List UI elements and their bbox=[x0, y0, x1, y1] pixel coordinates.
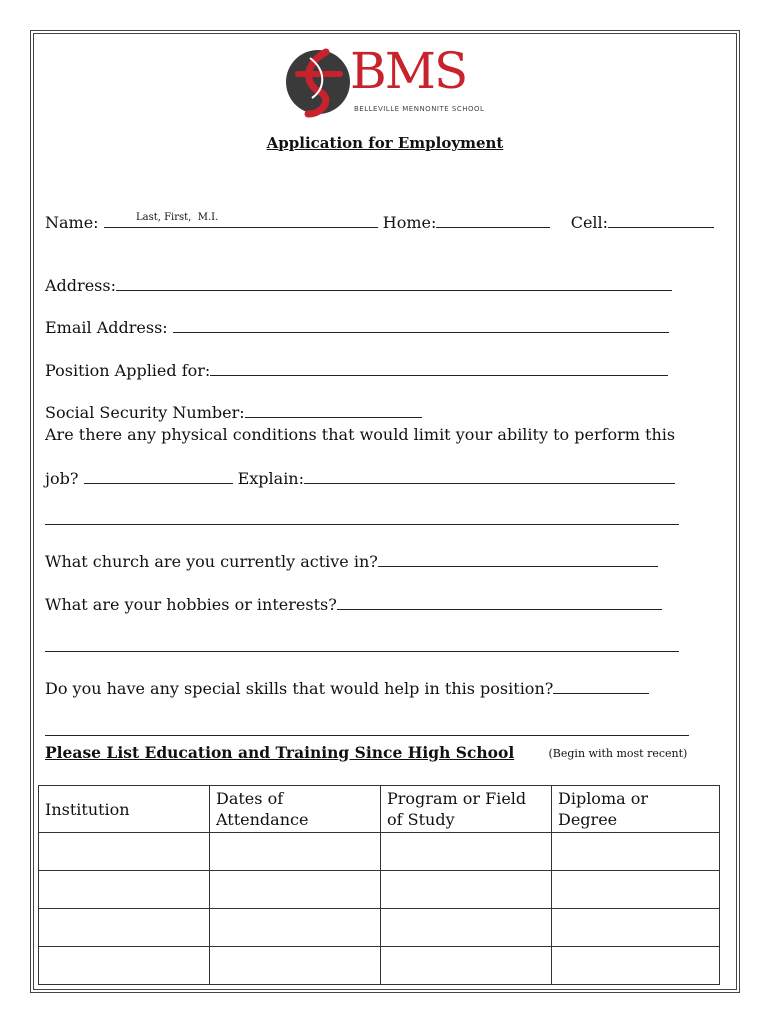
name-label: Name: bbox=[45, 213, 104, 232]
email-row bbox=[45, 298, 669, 338]
home-phone-field[interactable] bbox=[436, 213, 550, 228]
program-cell[interactable] bbox=[381, 947, 552, 985]
dates-cell[interactable] bbox=[210, 833, 381, 871]
diploma-cell[interactable] bbox=[552, 833, 720, 871]
explain-label: Explain: bbox=[232, 469, 304, 488]
skills-label: Do you have any special skills that would help in this position? bbox=[45, 679, 554, 698]
form-title: Application for Employment bbox=[266, 134, 504, 152]
institution-cell[interactable] bbox=[39, 909, 210, 947]
column-header-diploma: Diploma or Degree bbox=[552, 786, 720, 833]
explain-field-line2[interactable] bbox=[45, 510, 679, 525]
education-header-row bbox=[39, 786, 720, 833]
table-row bbox=[39, 909, 720, 947]
diploma-cell[interactable] bbox=[552, 909, 720, 947]
ssn-field[interactable] bbox=[245, 403, 422, 418]
church-row bbox=[45, 532, 658, 572]
column-header-program: Program or Field of Study bbox=[381, 786, 552, 833]
hobbies-field-line2[interactable] bbox=[45, 637, 679, 652]
physical-question: Are there any physical conditions that would limit your ability to perform this bbox=[45, 425, 676, 444]
logo-brand: BMS bbox=[350, 42, 467, 100]
diploma-cell[interactable] bbox=[552, 871, 720, 909]
cell-label: Cell: bbox=[570, 213, 609, 232]
diploma-cell[interactable] bbox=[552, 947, 720, 985]
hobbies-field[interactable] bbox=[337, 595, 662, 610]
position-label: Position Applied for: bbox=[45, 361, 211, 380]
name-hint: Last, First, M.I. bbox=[136, 212, 219, 223]
church-field[interactable] bbox=[378, 552, 658, 567]
cell-phone-field[interactable] bbox=[608, 213, 714, 228]
dates-cell[interactable] bbox=[210, 947, 381, 985]
explain-continuation bbox=[45, 490, 679, 530]
email-label: Email Address: bbox=[45, 318, 173, 337]
address-row bbox=[45, 256, 672, 296]
skills-row bbox=[45, 659, 649, 699]
skills-field-line2[interactable] bbox=[45, 721, 689, 736]
hobbies-row bbox=[45, 575, 662, 615]
home-label: Home: bbox=[382, 213, 437, 232]
physical-row bbox=[45, 449, 675, 489]
institution-cell[interactable] bbox=[39, 947, 210, 985]
ssn-row bbox=[45, 383, 422, 423]
explain-field[interactable] bbox=[304, 469, 675, 484]
program-cell[interactable] bbox=[381, 871, 552, 909]
email-field[interactable] bbox=[173, 318, 669, 333]
address-label: Address: bbox=[45, 276, 116, 295]
position-field[interactable] bbox=[210, 361, 668, 376]
hobbies-label: What are your hobbies or interests? bbox=[45, 595, 337, 614]
institution-cell[interactable] bbox=[39, 871, 210, 909]
education-note: (Begin with most recent) bbox=[545, 747, 688, 760]
position-row bbox=[45, 341, 668, 381]
institution-cell[interactable] bbox=[39, 833, 210, 871]
skills-continuation bbox=[45, 701, 689, 741]
dates-cell[interactable] bbox=[210, 909, 381, 947]
address-field[interactable] bbox=[116, 276, 672, 291]
table-row bbox=[39, 833, 720, 871]
column-header-institution: Institution bbox=[39, 786, 210, 833]
church-label: What church are you currently active in? bbox=[45, 552, 378, 571]
skills-field[interactable] bbox=[553, 679, 649, 694]
program-cell[interactable] bbox=[381, 909, 552, 947]
logo-subtitle: BELLEVILLE MENNONITE SCHOOL bbox=[354, 105, 485, 113]
table-row bbox=[39, 871, 720, 909]
education-table bbox=[38, 785, 720, 985]
physical-label: job? bbox=[45, 469, 84, 488]
physical-answer-field[interactable] bbox=[84, 469, 233, 484]
hobbies-continuation bbox=[45, 617, 679, 657]
dates-cell[interactable] bbox=[210, 871, 381, 909]
ssn-label: Social Security Number: bbox=[45, 403, 245, 422]
column-header-dates: Dates of Attendance bbox=[210, 786, 381, 833]
education-heading: Please List Education and Training Since High School bbox=[45, 743, 515, 762]
table-row bbox=[39, 947, 720, 985]
program-cell[interactable] bbox=[381, 833, 552, 871]
